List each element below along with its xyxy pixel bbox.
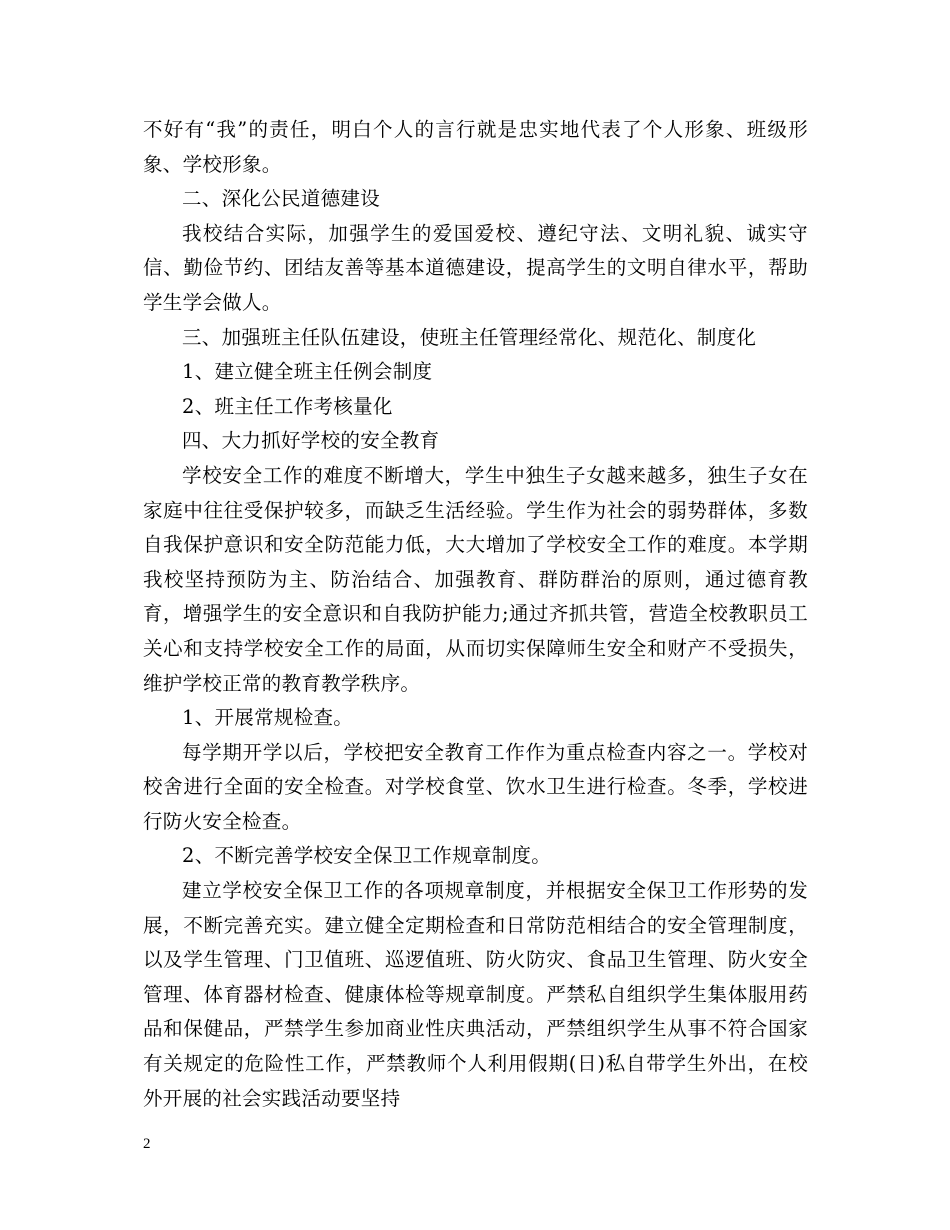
paragraph: 每学期开学以后，学校把安全教育工作作为重点检查内容之一。学校对校舍进行全面的安全检查。对学校食堂、饮水卫生进行检查。冬季，学校进行防火安全检查。 (143, 740, 808, 833)
page-number: 2 (143, 1136, 151, 1152)
paragraph: 2、班主任工作考核量化 (182, 394, 393, 418)
paragraph: 建立学校安全保卫工作的各项规章制度，并根据安全保卫工作形势的发展，不断完善充实。建立健全定期检查和日常防范相结合的安全管理制度，以及学生管理、门卫值班、巡逻值班、防火防灾、食品卫生管理、防火安全管理、体育器材检查、健康体检等规章制度。严禁私自组织学生集体服用药品和保健品，严禁学生参加商业性庆典活动，严禁组织学生从事不符合国家有关规定的危险性工作，严禁教师个人利用假期(日)私自带学生外出，在校外开展的社会实践活动要坚持 (143, 879, 808, 1110)
paragraph: 2、不断完善学校安全保卫工作规章制度。 (182, 844, 552, 868)
paragraph: 不好有“我”的责任，明白个人的言行就是忠实地代表了个人形象、班级形象、学校形象。 (143, 118, 808, 176)
paragraph: 1、开展常规检查。 (182, 706, 354, 730)
paragraph: 1、建立健全班主任例会制度 (182, 360, 433, 384)
paragraph: 二、深化公民道德建设 (182, 187, 381, 211)
document-body (143, 113, 808, 1116)
paragraph: 我校结合实际，加强学生的爱国爱校、遵纪守法、文明礼貌、诚实守信、勤俭节约、团结友善等基本道德建设，提高学生的文明自律水平，帮助学生学会做人。 (143, 221, 808, 314)
paragraph: 四、大力抓好学校的安全教育 (182, 429, 440, 453)
paragraph: 三、加强班主任队伍建设，使班主任管理经常化、规范化、制度化 (182, 325, 757, 349)
paragraph: 学校安全工作的难度不断增大，学生中独生子女越来越多，独生子女在家庭中往往受保护较多，而缺乏生活经验。学生作为社会的弱势群体，多数自我保护意识和安全防范能力低，大大增加了学校安全工作的难度。本学期我校坚持预防为主、防治结合、加强教育、群防群治的原则，通过德育教育，增强学生的安全意识和自我防护能力;通过齐抓共管，营造全校教职员工关心和支持学校安全工作的局面，从而切实保障师生安全和财产不受损失，维护学校正常的教育教学秩序。 (143, 463, 808, 695)
